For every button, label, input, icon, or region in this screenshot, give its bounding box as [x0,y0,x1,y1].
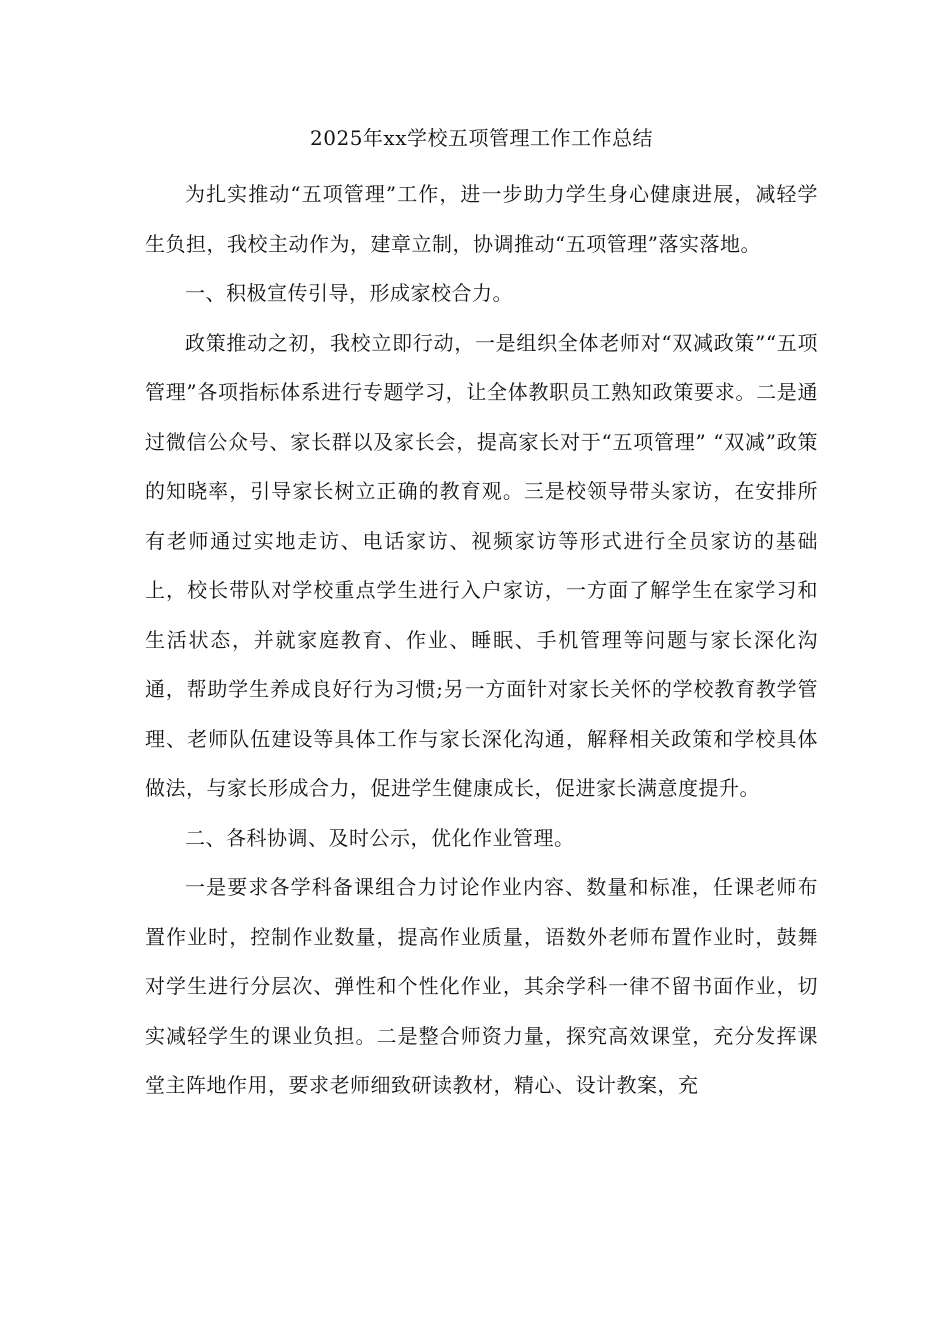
section-heading-1: 一、积极宣传引导，形成家校合力。 [185,281,513,305]
section-2-paragraph: 一是要求各学科备课组合力讨论作业内容、数量和标准，任课老师布置作业时，控制作业数量，提高作业质量，语数外老师布置作业时，鼓舞对学生进行分层次、弹性和个性化作业，其余学科一律不留书面作业，切实减轻学生的课业负担。二是整合师资力量，探究高效课堂，充分发挥课堂主阵地作用，要求老师细致研读教材，精心、设计教案，充 [145,875,818,1097]
section-1-paragraph: 政策推动之初，我校立即行动，一是组织全体老师对“双减政策”“五项管理”各项指标体系进行专题学习，让全体教职员工熟知政策要求。二是通过微信公众号、家长群以及家长会，提高家长对于“五项管理” “双减”政策的知晓率，引导家长树立正确的教育观。三是校领导带头家访，在安排所有老师通过实地走访、电话家访、视频家访等形式进行全员家访的基础上，校长带队对学校重点学生进行入户家访，一方面了解学生在家学习和生活状态，并就家庭教育、作业、睡眠、手机管理等问题与家长深化沟通，帮助学生养成良好行为习惯;另一方面针对家长关怀的学校教育教学管理、老师队伍建设等具体工作与家长深化沟通，解释相关政策和学校具体做法，与家长形成合力，促进学生健康成长，促进家长满意度提升。 [145,330,818,800]
intro-paragraph: 为扎实推动“五项管理”工作，进一步助力学生身心健康进展，减轻学生负担，我校主动作为，建章立制，协调推动“五项管理”落实落地。 [145,182,818,256]
section-heading-2: 二、各科协调、及时公示，优化作业管理。 [185,825,575,850]
document-body [145,118,818,1111]
document-title: 2025年xx学校五项管理工作工作总结 [310,126,653,150]
